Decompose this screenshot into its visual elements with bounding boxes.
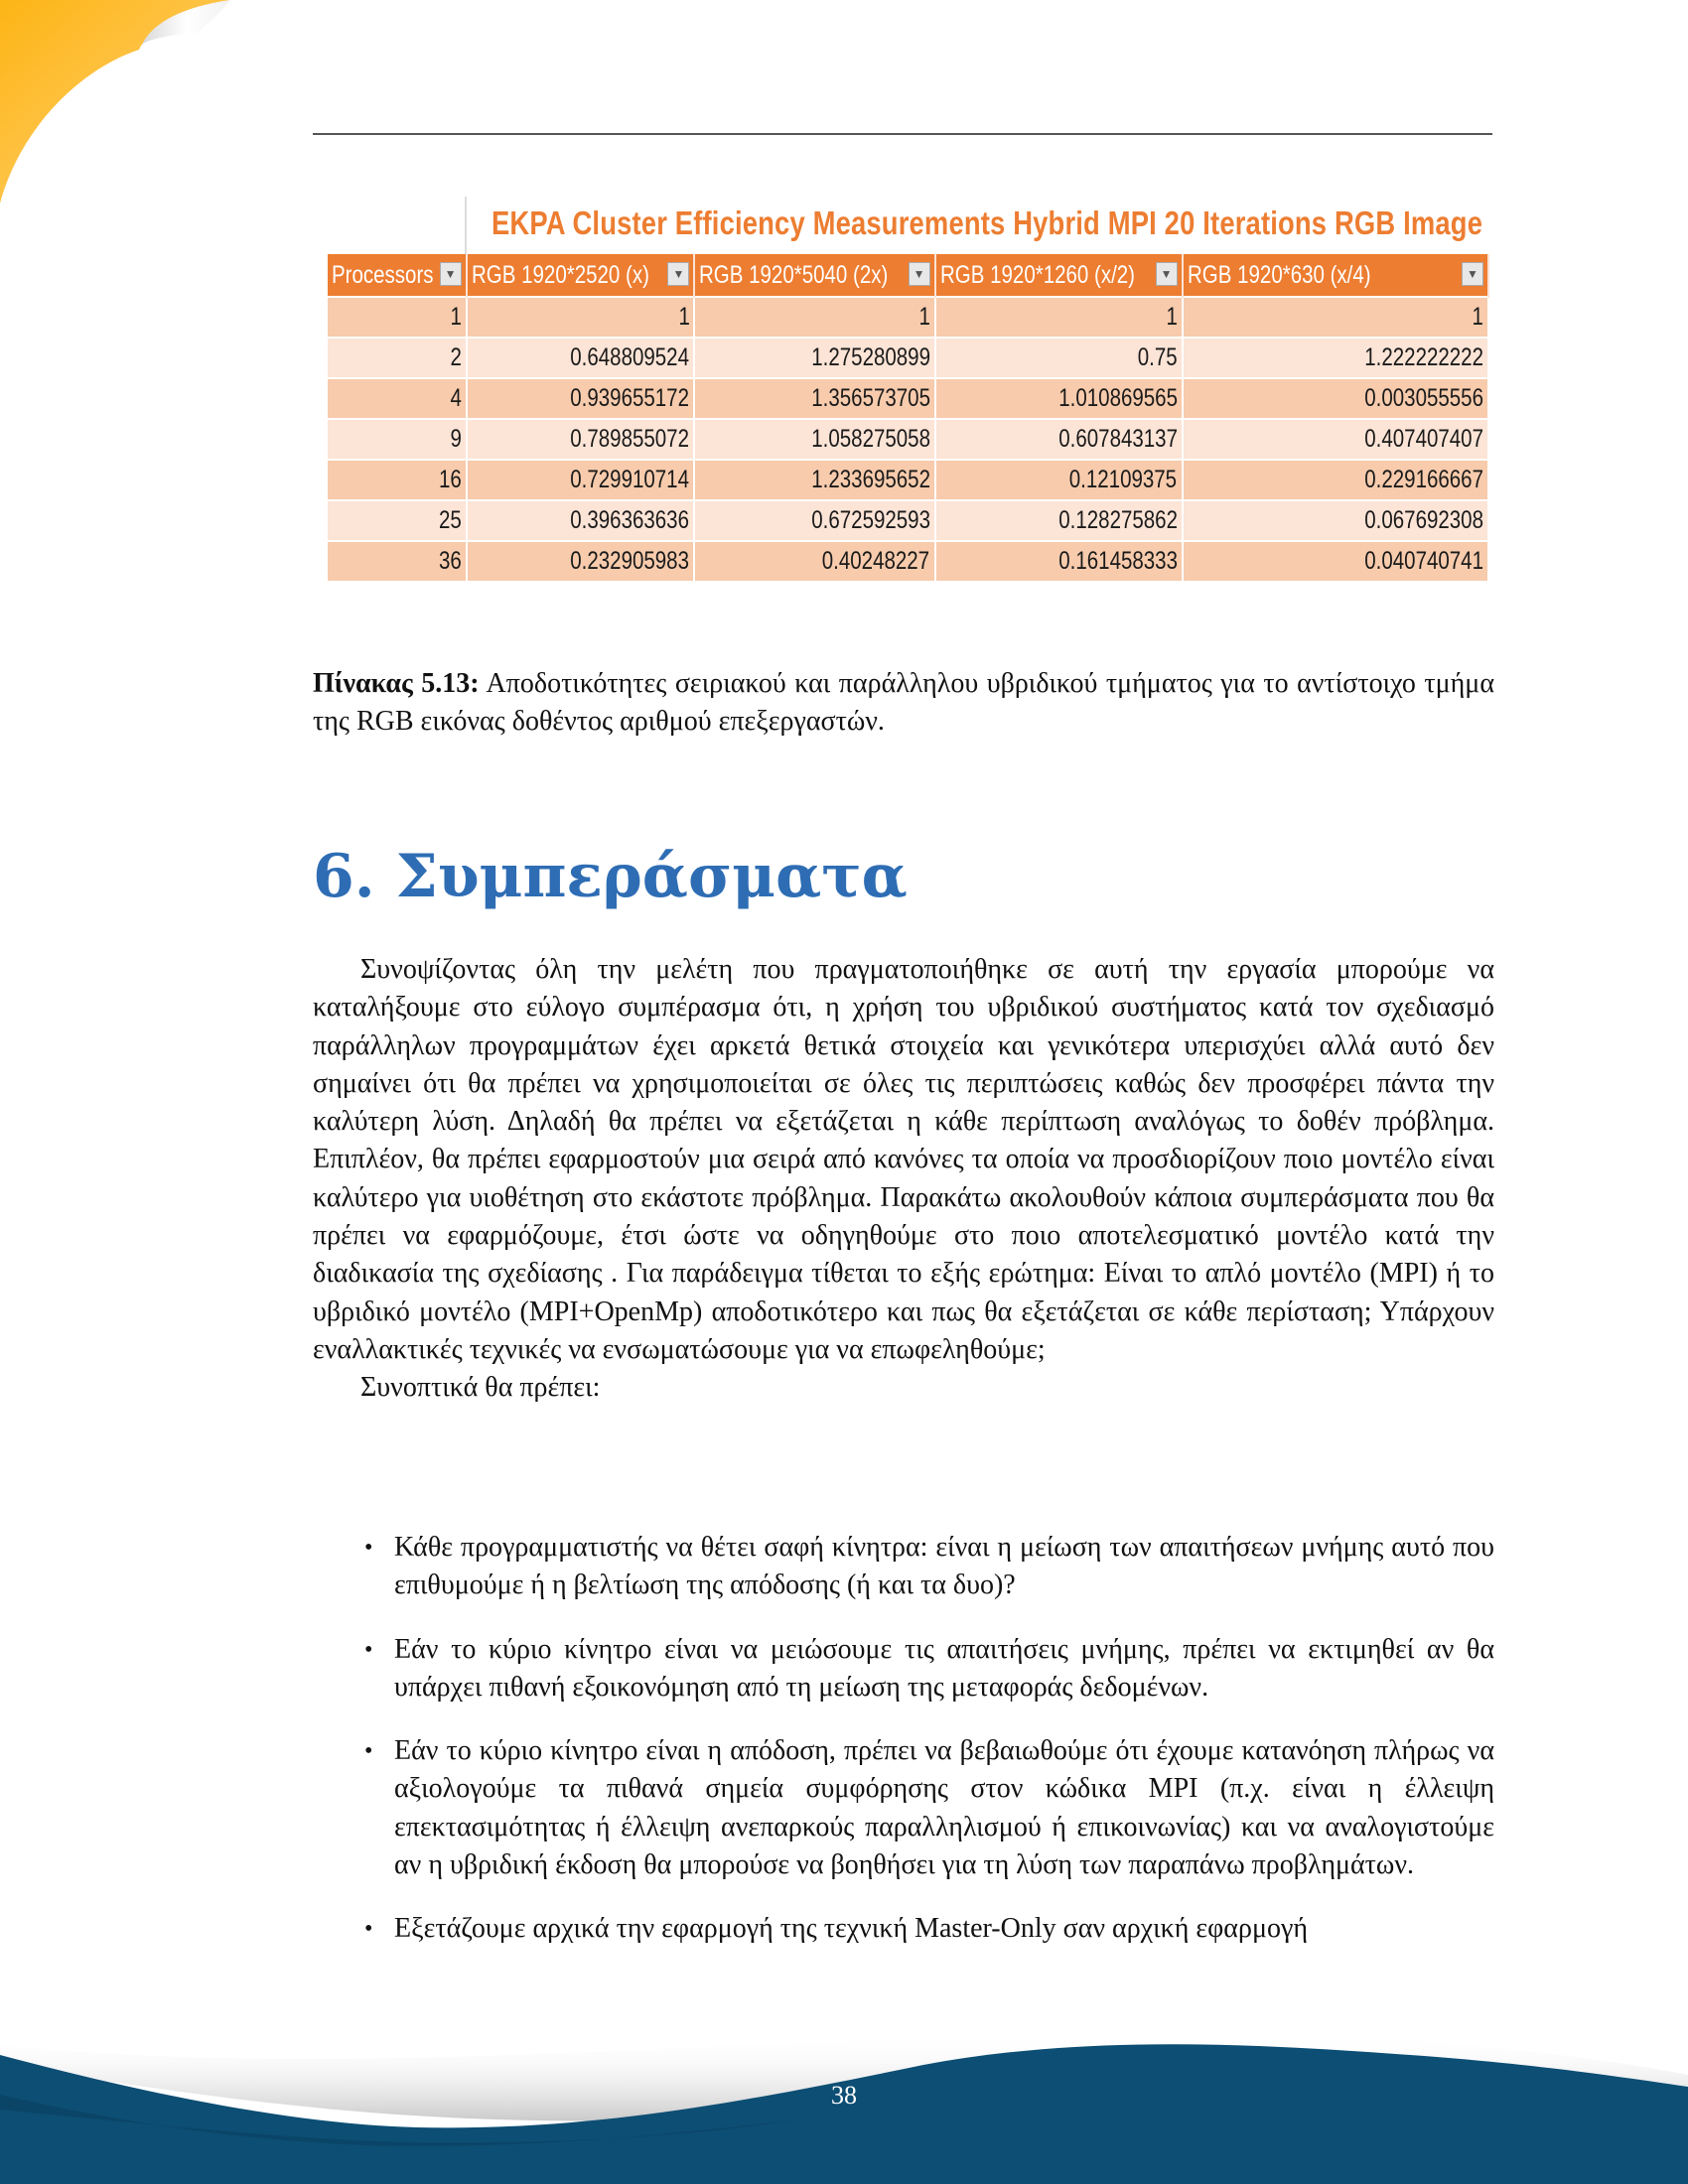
- column-header-processors: Processors ▼: [328, 254, 467, 297]
- caption-label: Πίνακας 5.13:: [313, 668, 480, 699]
- table-cell: 16: [328, 460, 467, 500]
- table-cell: 1: [935, 297, 1183, 338]
- table-cell: 0.067692308: [1183, 500, 1488, 541]
- table-cell: 1.275280899: [694, 338, 934, 378]
- table-row: [328, 460, 1488, 500]
- bullet-icon: •: [364, 1916, 373, 1943]
- table-cell: 36: [328, 541, 467, 581]
- table-row: [328, 338, 1488, 378]
- table-cell: 0.729910714: [467, 460, 695, 500]
- efficiency-table: [328, 254, 1489, 581]
- table-cell: 0.12109375: [935, 460, 1183, 500]
- section-heading: 6. Συμπεράσματα: [313, 842, 908, 911]
- table-cell: 0.232905983: [467, 541, 695, 581]
- table-caption: [313, 665, 1494, 741]
- column-header-rgb-x: RGB 1920*2520 (x) ▼: [467, 254, 695, 297]
- list-item: • Εάν το κύριο κίνητρο είναι η απόδοση, πρέπει να βεβαιωθούμε ότι έχουμε κατανόηση πλήρως να αξιολογούμε τα πιθανά σημεία συμφόρησης στον κώδικα MPI (π.χ. είναι η έλλειψη επεκτασιμότητας ή έλλειψη ανεπαρκούς παραλληλισμού ή επικοινωνίας) και να αναλογιστούμε αν η υβριδική έκδοση θα μπορούσε να βοηθήσει για τη λύση των παραπάνω προβλημάτων.: [313, 1732, 1494, 1884]
- conclusions-list: [313, 1529, 1494, 1975]
- table-cell: 0.672592593: [694, 500, 934, 541]
- table-cell: 0.040740741: [1183, 541, 1488, 581]
- table-cell: 1: [694, 297, 934, 338]
- filter-dropdown-icon[interactable]: ▼: [909, 262, 930, 286]
- page-number: 38: [831, 2081, 857, 2110]
- table-cell: 0.648809524: [467, 338, 695, 378]
- table-cell: 4: [328, 378, 467, 419]
- table-cell: 1.356573705: [694, 378, 934, 419]
- table-cell: 0.607843137: [935, 419, 1183, 460]
- column-header-rgb-x4: RGB 1920*630 (x/4) ▼: [1183, 254, 1488, 297]
- table-cell: 0.128275862: [935, 500, 1183, 541]
- table-title: EKPA Cluster Efficiency Measurements Hybrid MPI 20 Iterations RGB Image: [492, 205, 1483, 241]
- section-body: [313, 951, 1494, 1408]
- bullet-icon: •: [364, 1738, 373, 1765]
- table-cell: 0.75: [935, 338, 1183, 378]
- bullet-icon: •: [364, 1535, 373, 1561]
- table-cell: 1: [1183, 297, 1488, 338]
- bullet-icon: •: [364, 1636, 373, 1663]
- table-cell: 0.161458333: [935, 541, 1183, 581]
- filter-dropdown-icon[interactable]: ▼: [440, 262, 462, 286]
- table-cell: 0.40248227: [694, 541, 934, 581]
- table-cell: 0.407407407: [1183, 419, 1488, 460]
- table-cell: 0.229166667: [1183, 460, 1488, 500]
- list-item: • Κάθε προγραμματιστής να θέτει σαφή κίνητρα: είναι η μείωση των απαιτήσεων μνήμης αυτό που επιθυμούμε ή η βελτίωση της απόδοσης (ή και τα δυο)?: [313, 1529, 1494, 1605]
- table-cell: 0.396363636: [467, 500, 695, 541]
- efficiency-table-image: [328, 197, 1489, 627]
- table-header-row: [328, 254, 1488, 297]
- table-cell: 25: [328, 500, 467, 541]
- table-cell: 1.010869565: [935, 378, 1183, 419]
- paragraph: Συνοψίζοντας όλη την μελέτη που πραγματοποιήθηκε σε αυτή την εργασία μπορούμε να καταλήξουμε στο εύλογο συμπέρασμα ότι, η χρήση του υβριδικού συστήματος κατά τον σχεδιασμό παράλληλων προγραμμάτων έχει αρκετά θετικά στοιχεία και γενικότερα υπερισχύει αλλά αυτό δεν σημαίνει ότι θα πρέπει να χρησιμοποιείται σε όλες τις περιπτώσεις καθώς δεν προσφέρει πάντα την καλύτερη λύση. Δηλαδή θα πρέπει να εξετάζεται η κάθε περίπτωση αναλόγως το δοθέν πρόβλημα. Επιπλέον, θα πρέπει εφαρμοστούν μια σειρά από κανόνες τα οποία να προσδιορίζουν ποιο μοντέλο είναι καλύτερο για υιοθέτηση στο εκάστοτε πρόβλημα. Παρακάτω ακολουθούν κάποια συμπεράσματα που θα πρέπει να εφαρμόζουμε, έτσι ώστε να οδηγηθούμε στο ποιο αποτελεσματικό μοντέλο κατά την διαδικασία της σχεδίασης . Για παράδειγμα τίθεται το εξής ερώτημα: Είναι το απλό μοντέλο (MPI) ή το υβριδικό μοντέλο (MPI+OpenMp) αποδοτικότερο και πως θα εξετάζεται σε κάθε περίσταση; Υπάρχουν εναλλακτικές τεχνικές να ενσωματώσουμε για να επωφεληθούμε;: [313, 954, 1494, 1365]
- table-row: [328, 419, 1488, 460]
- filter-dropdown-icon[interactable]: ▼: [1462, 262, 1483, 286]
- table-cell: 1.233695652: [694, 460, 934, 500]
- list-item: • Εάν το κύριο κίνητρο είναι να μειώσουμε τις απαιτήσεις μνήμης, πρέπει να εκτιμηθεί αν θα υπάρχει πιθανή εξοικονόμηση από τη μείωση της μεταφοράς δεδομένων.: [313, 1631, 1494, 1707]
- list-item: • Εξετάζουμε αρχικά την εφαρμογή της τεχνική Master-Only σαν αρχική εφαρμογή: [313, 1910, 1494, 1948]
- table-row: [328, 541, 1488, 581]
- header-rule: [313, 133, 1492, 135]
- table-row: [328, 378, 1488, 419]
- table-row: [328, 297, 1488, 338]
- table-cell: 1: [467, 297, 695, 338]
- table-cell: 1: [328, 297, 467, 338]
- table-cell: 0.939655172: [467, 378, 695, 419]
- table-row: [328, 500, 1488, 541]
- table-cell: 0.789855072: [467, 419, 695, 460]
- caption-text: Αποδοτικότητες σειριακού και παράλληλου υβριδικού τμήματος για το αντίστοιχο τμήμα της RGB εικόνας δοθέντος αριθμού επεξεργαστών.: [313, 668, 1494, 737]
- paragraph: Συνοπτικά θα πρέπει:: [360, 1372, 601, 1404]
- table-cell: 9: [328, 419, 467, 460]
- filter-dropdown-icon[interactable]: ▼: [667, 262, 689, 286]
- table-cell: 1.222222222: [1183, 338, 1488, 378]
- page-curl-decoration: [0, 0, 238, 213]
- table-cell: 1.058275058: [694, 419, 934, 460]
- column-header-rgb-2x: RGB 1920*5040 (2x) ▼: [694, 254, 934, 297]
- sheet-column-divider: [465, 197, 467, 254]
- table-cell: 2: [328, 338, 467, 378]
- column-header-rgb-x2: RGB 1920*1260 (x/2) ▼: [935, 254, 1183, 297]
- table-cell: 0.003055556: [1183, 378, 1488, 419]
- filter-dropdown-icon[interactable]: ▼: [1156, 262, 1178, 286]
